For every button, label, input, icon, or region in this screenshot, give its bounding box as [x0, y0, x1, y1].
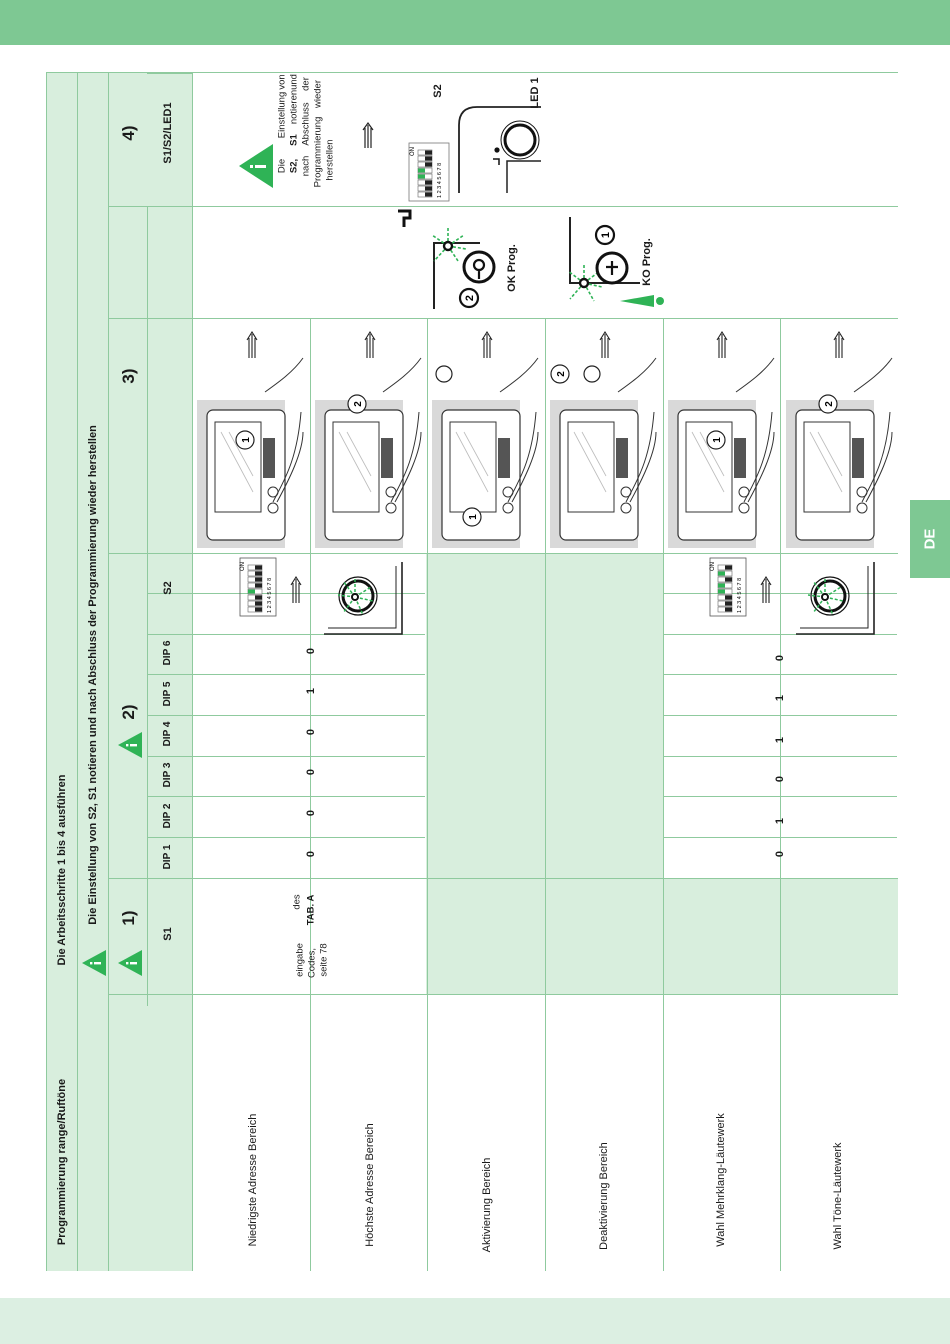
s1-note-line1: eingabe	[294, 943, 306, 977]
step3-device-illustration-2	[311, 352, 423, 553]
dip5-value-range: 1	[305, 687, 317, 695]
dip-on-label: ON	[710, 562, 716, 571]
dip-knob	[718, 590, 725, 594]
top-banner	[0, 0, 950, 45]
dip1-value-tone: 0	[774, 850, 786, 858]
step4-note-l2a: S2,	[288, 158, 300, 174]
s1-note-des: des	[291, 894, 303, 910]
row-label-high-address: Höchste Adresse Bereich	[364, 1123, 376, 1247]
step3-device-illustration-3	[428, 352, 540, 553]
dip-knob	[425, 151, 432, 155]
dip-knob	[418, 169, 425, 173]
dip-knob	[718, 584, 725, 588]
step4-note-l1a: Die	[276, 158, 288, 174]
step-3-number: 3)	[119, 368, 138, 384]
row-label-low-address: Niedrigste Adresse Bereich	[247, 1113, 259, 1247]
step4-note-l3a: nach	[300, 155, 312, 177]
row-label-activation: Aktivierung Bereich	[481, 1157, 493, 1253]
ok-prog-number-two-icon	[458, 287, 480, 309]
warning-icon	[80, 948, 108, 978]
dip-knob	[255, 566, 262, 570]
page-title: Programmierung range/Ruftöne	[56, 1078, 68, 1246]
dip-knob	[418, 175, 425, 179]
dip-knob	[255, 584, 262, 588]
step4-note-l2b: S1	[288, 134, 300, 146]
step4-note-l2d: und	[288, 74, 300, 90]
step-2-number: 2)	[119, 704, 138, 720]
step4-s2-label: S2	[432, 84, 444, 98]
dip-knob	[425, 187, 432, 191]
bottom-banner	[0, 1298, 950, 1344]
dip4-value-tone: 1	[774, 736, 786, 744]
svg-text:2: 2	[556, 371, 567, 377]
s2-dip-diagram-range	[238, 557, 278, 617]
dip-knob	[725, 602, 732, 606]
dip-numbers-label: 1 2 3 4 5 6 7 8	[737, 577, 743, 613]
dip-knob	[725, 578, 732, 582]
step3-device-illustration-5	[664, 352, 776, 553]
step4-arrow-icon	[353, 120, 383, 150]
step4-note-l3b: Abschluss	[300, 102, 312, 146]
dip-knob	[725, 608, 732, 612]
ok-prog-label: OK Prog.	[506, 244, 518, 292]
svg-text:1: 1	[712, 437, 723, 443]
dip3-value-range: 0	[305, 768, 317, 776]
dip-knob	[725, 596, 732, 600]
dip-on-label: ON	[240, 562, 246, 571]
dip2-value-tone: 1	[774, 817, 786, 825]
step4-note-l1b: Einstellung	[276, 91, 288, 139]
warning-icon-step1	[116, 948, 144, 978]
ko-prog-label: KO Prog.	[641, 238, 653, 286]
col-s1: S1	[162, 927, 174, 941]
warning-icon-step2	[116, 730, 144, 760]
dip4-value-range: 0	[305, 728, 317, 736]
svg-text:2: 2	[824, 401, 835, 407]
s2-dip-diagram-tone	[708, 557, 748, 617]
dip6-value-tone: 0	[774, 654, 786, 662]
step-4-number: 4)	[119, 125, 138, 141]
dip3-value-tone: 0	[774, 775, 786, 783]
dip2-value-range: 0	[305, 809, 317, 817]
dip-knob	[425, 157, 432, 161]
dip-knob	[255, 602, 262, 606]
svg-text:1: 1	[241, 437, 252, 443]
dip-knob	[255, 578, 262, 582]
s1-note-page: seite 78	[318, 943, 330, 977]
s1-note-tab: TAB. A	[305, 894, 317, 926]
s2-led-blink-range-icon	[335, 577, 375, 622]
dip1-value-range: 0	[305, 850, 317, 858]
dip-numbers-label: 1 2 3 4 5 6 7 8	[267, 577, 273, 613]
ko-warning-icon	[618, 292, 666, 310]
row-label-deactivation: Deaktivierung Bereich	[598, 1142, 610, 1250]
col-s2: S2	[162, 581, 174, 595]
svg-text:1: 1	[600, 231, 612, 239]
col-dip1: DIP 1	[162, 844, 173, 870]
step3-device-illustration-1	[193, 352, 305, 553]
s2-range-arrow-icon	[286, 575, 306, 610]
dip-on-label: ON	[410, 147, 416, 156]
step4-note-l5: herstellen	[324, 139, 336, 181]
col-dip2: DIP 2	[162, 803, 173, 829]
col-s1-s2-led1: S1/S2/LED1	[162, 102, 174, 164]
col-dip3: DIP 3	[162, 762, 173, 788]
col-dip5: DIP 5	[162, 681, 173, 707]
instruction-restore: Die Einstellung von S2, S1 notieren und nach Abschluss der Programmierung wieder herstellen	[87, 425, 99, 925]
dip-numbers-label: 1 2 3 4 5 6 7 8	[437, 162, 443, 198]
col-dip6: DIP 6	[162, 640, 173, 666]
s2-led-blink-tone-icon	[805, 577, 845, 622]
svg-text:2: 2	[353, 401, 364, 407]
dip-knob	[248, 590, 255, 594]
svg-text:1: 1	[468, 514, 479, 520]
dip-knob	[725, 566, 732, 570]
step4-note-l3c: der	[300, 77, 312, 91]
instruction-steps: Die Arbeitsschritte 1 bis 4 ausführen	[56, 774, 68, 966]
language-tab-label: DE	[921, 528, 939, 550]
dip-knob	[255, 596, 262, 600]
step4-warning-icon	[235, 140, 277, 192]
step4-note-l1c: von	[276, 74, 288, 90]
step-1-number: 1)	[119, 910, 138, 926]
language-tab	[910, 500, 950, 578]
step4-dip-switch	[408, 142, 450, 202]
svg-text:2: 2	[464, 294, 476, 302]
dip-knob	[425, 181, 432, 185]
s1-note-line2: Codes,	[306, 947, 318, 979]
dip-knob	[425, 193, 432, 197]
dip5-value-tone: 1	[774, 694, 786, 702]
step4-note-l4b: wieder	[312, 80, 324, 108]
step3-device-illustration-6	[782, 352, 894, 553]
row-label-multi-chime: Wahl Mehrklang-Läutewerk	[715, 1113, 727, 1247]
step3-device-illustration-4	[546, 352, 658, 553]
step4-led1-label: LED 1	[529, 77, 541, 109]
dip6-value-range: 0	[305, 647, 317, 655]
row-label-tone-chime: Wahl Töne-Läutewerk	[832, 1142, 844, 1250]
dip-knob	[255, 572, 262, 576]
col-dip4: DIP 4	[162, 721, 173, 747]
step4-note-l2c: notieren	[288, 89, 300, 125]
dip-knob	[718, 572, 725, 576]
step4-led-diagram	[455, 95, 545, 195]
dip-knob	[425, 163, 432, 167]
step3-lower-area	[664, 206, 898, 318]
ko-prog-number-one-icon	[594, 224, 616, 246]
s2-tone-arrow-icon	[756, 575, 776, 610]
dip-knob	[255, 608, 262, 612]
step4-note-l4a: Programmierung	[312, 116, 324, 188]
